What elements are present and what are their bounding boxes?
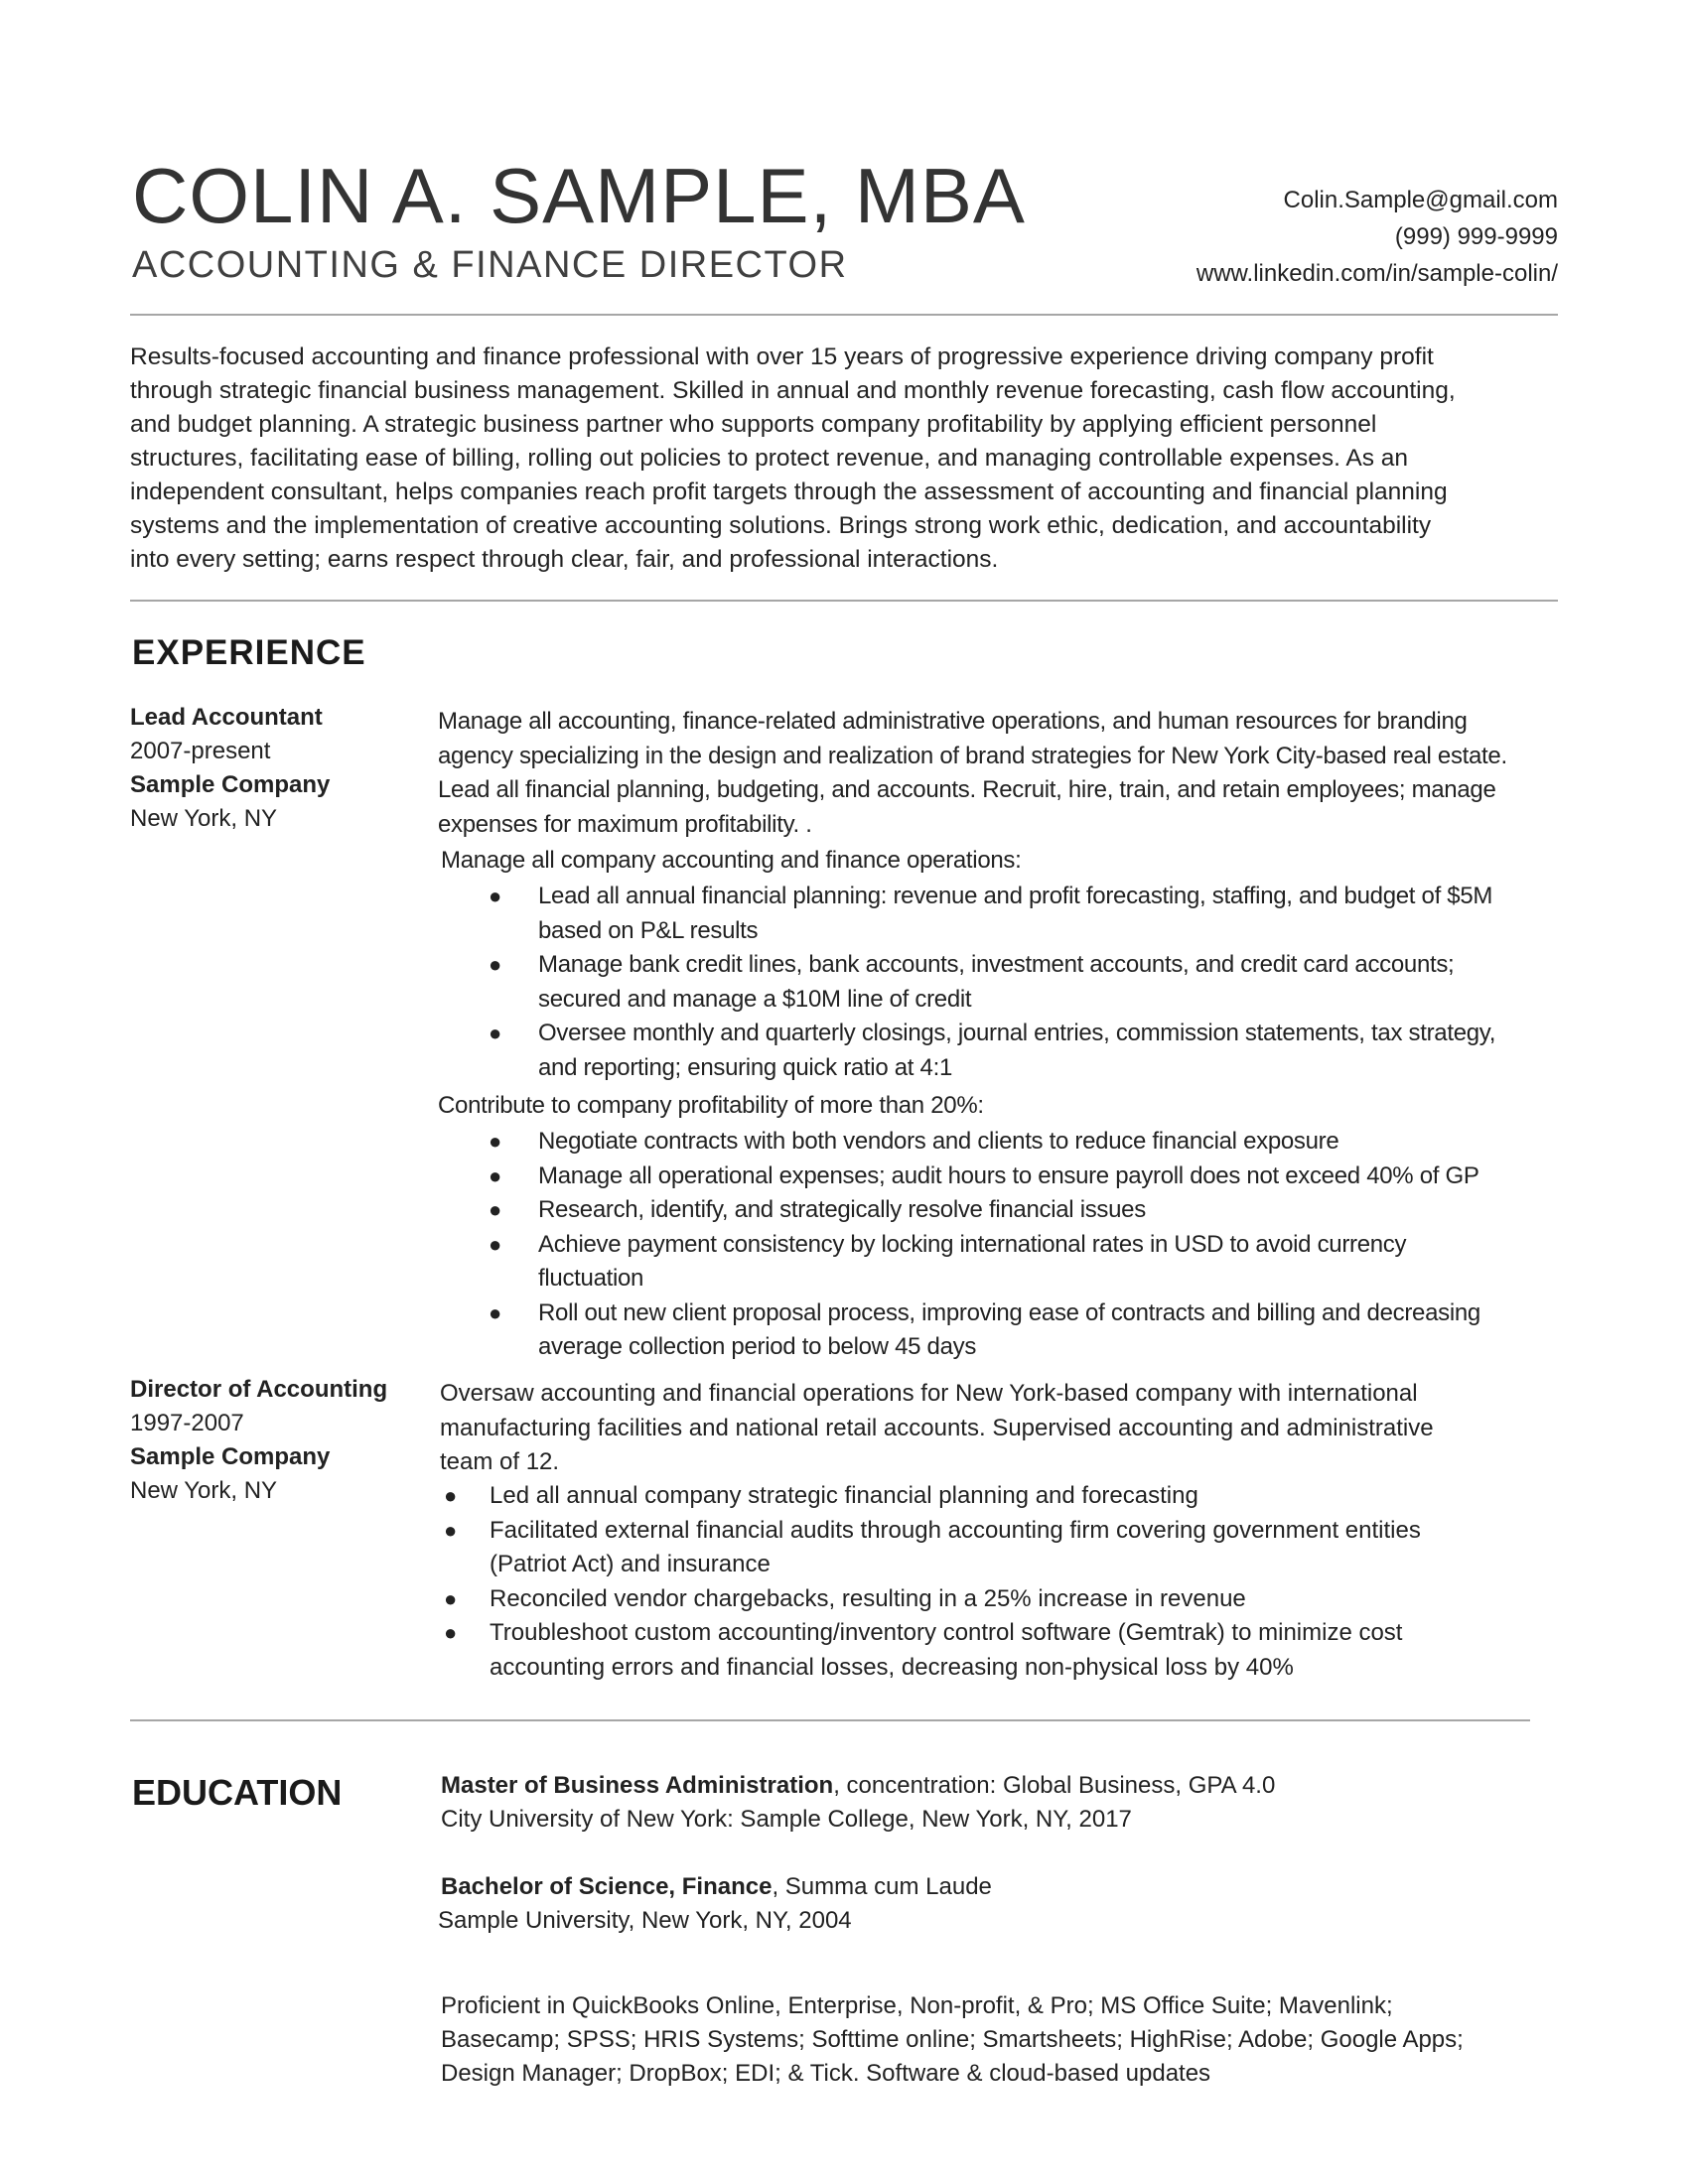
candidate-name: COLIN A. SAMPLE, MBA bbox=[132, 152, 1026, 239]
job-description bbox=[440, 1377, 1552, 1480]
bullet-line: Oversee monthly and quarterly closings, journal entries, commission statements, tax strategy, bbox=[538, 1020, 1496, 1046]
bullet-line: average collection period to below 45 days bbox=[538, 1333, 977, 1360]
bullet-icon: ● bbox=[489, 1231, 501, 1257]
divider-summary bbox=[130, 600, 1558, 602]
bullet-icon: ● bbox=[489, 952, 501, 977]
skills-line: Basecamp; SPSS; HRIS Systems; Softtime online; Smartsheets; HighRise; Adobe; Google Apps; bbox=[441, 2026, 1464, 2053]
bullet-line: based on P&L results bbox=[538, 916, 759, 944]
bullet-icon: ● bbox=[489, 1129, 501, 1154]
bullet-line: Roll out new client proposal process, improving ease of contracts and billing and decreasing bbox=[538, 1298, 1480, 1326]
bullet-list bbox=[489, 880, 1551, 1085]
bullet-icon: ● bbox=[489, 884, 501, 908]
summary-line: systems and the implementation of creative accounting solutions. Brings strong work ethic, dedication, and accountability bbox=[130, 512, 1432, 539]
desc-line: Lead all financial planning, budgeting, and accounts. Recruit, hire, train, and retain employees; manage bbox=[438, 776, 1496, 803]
job-company: Sample Company bbox=[130, 1443, 331, 1470]
degree-name: Bachelor of Science, Finance bbox=[441, 1873, 773, 1900]
bullet-line: Facilitated external financial audits through accounting firm covering government entities bbox=[490, 1516, 1421, 1544]
bullet-group-heading: Manage all company accounting and finance operations: bbox=[441, 847, 1022, 874]
job-meta bbox=[130, 1373, 418, 1508]
bullet-line: secured and manage a $10M line of credit bbox=[538, 985, 972, 1013]
contact-block bbox=[1196, 182, 1558, 292]
education-heading: EDUCATION bbox=[132, 1772, 343, 1813]
bullet-icon: ● bbox=[489, 1299, 501, 1325]
desc-line: Oversaw accounting and financial operations for New York-based company with international bbox=[440, 1380, 1418, 1407]
job-role: Lead Accountant bbox=[130, 704, 323, 731]
list-item bbox=[489, 1193, 1531, 1228]
list-item bbox=[444, 1514, 1542, 1582]
desc-line: team of 12. bbox=[440, 1448, 560, 1475]
summary-line: into every setting; earns respect through clear, fair, and professional interactions. bbox=[130, 546, 999, 573]
degree-entry bbox=[441, 1769, 1275, 1837]
contact-phone: (999) 999-9999 bbox=[1394, 223, 1558, 250]
bullet-line: and reporting; ensuring quick ratio at 4:1 bbox=[538, 1053, 952, 1081]
divider-experience bbox=[130, 1719, 1530, 1721]
bullet-line: fluctuation bbox=[538, 1265, 644, 1292]
job-description bbox=[438, 705, 1560, 842]
bullet-line: (Patriot Act) and insurance bbox=[490, 1551, 771, 1577]
degree-entry bbox=[438, 1870, 992, 1938]
bullet-line: Reconciled vendor chargebacks, resulting in a 25% increase in revenue bbox=[490, 1584, 1246, 1612]
bullet-icon: ● bbox=[489, 1021, 501, 1045]
job-dates: 2007-present bbox=[130, 738, 271, 764]
bullet-line: Troubleshoot custom accounting/inventory control software (Gemtrak) to minimize cost bbox=[490, 1619, 1403, 1646]
job-location: New York, NY bbox=[130, 805, 278, 832]
summary-line: independent consultant, helps companies reach profit targets through the assessment of accounting and financial planning bbox=[130, 478, 1448, 505]
list-item bbox=[489, 1160, 1531, 1194]
job-dates: 1997-2007 bbox=[130, 1410, 244, 1436]
bullet-line: Research, identify, and strategically resolve financial issues bbox=[538, 1196, 1146, 1223]
bullet-line: Achieve payment consistency by locking international rates in USD to avoid currency bbox=[538, 1230, 1407, 1258]
skills-line: Design Manager; DropBox; EDI; & Tick. Software & cloud-based updates bbox=[441, 2060, 1211, 2087]
bullet-list bbox=[489, 1125, 1531, 1365]
bullet-list bbox=[444, 1479, 1542, 1685]
list-item bbox=[444, 1616, 1542, 1685]
list-item bbox=[489, 1125, 1531, 1160]
list-item bbox=[444, 1479, 1542, 1514]
divider-header bbox=[130, 314, 1558, 316]
bullet-line: Negotiate contracts with both vendors and clients to reduce financial exposure bbox=[538, 1128, 1339, 1155]
degree-detail: , concentration: Global Business, GPA 4.0 bbox=[833, 1772, 1276, 1799]
list-item bbox=[489, 1017, 1551, 1085]
job-location: New York, NY bbox=[130, 1477, 278, 1504]
bullet-icon: ● bbox=[444, 1620, 458, 1645]
skills-block bbox=[441, 1989, 1464, 2091]
summary-line: Results-focused accounting and finance professional with over 15 years of progressive experience driving company profit bbox=[130, 343, 1434, 370]
contact-email[interactable]: Colin.Sample@gmail.com bbox=[1283, 187, 1558, 213]
bullet-icon: ● bbox=[444, 1585, 458, 1611]
list-item bbox=[489, 1297, 1531, 1365]
job-company: Sample Company bbox=[130, 771, 331, 798]
bullet-group-heading: Contribute to company profitability of more than 20%: bbox=[438, 1092, 984, 1119]
degree-detail: , Summa cum Laude bbox=[772, 1873, 992, 1900]
list-item bbox=[489, 1228, 1531, 1297]
desc-line: expenses for maximum profitability. . bbox=[438, 810, 812, 838]
list-item bbox=[489, 880, 1551, 948]
bullet-line: accounting errors and financial losses, decreasing non-physical loss by 40% bbox=[490, 1653, 1294, 1681]
degree-school: Sample University, New York, NY, 2004 bbox=[438, 1907, 852, 1934]
skills-line: Proficient in QuickBooks Online, Enterprise, Non-profit, & Pro; MS Office Suite; Mavenlink; bbox=[441, 1992, 1393, 2019]
bullet-line: Lead all annual financial planning: revenue and profit forecasting, staffing, and budget of $5M bbox=[538, 883, 1493, 909]
bullet-icon: ● bbox=[489, 1162, 501, 1188]
bullet-line: Manage all operational expenses; audit hours to ensure payroll does not exceed 40% of GP bbox=[538, 1161, 1479, 1189]
bullet-icon: ● bbox=[489, 1197, 501, 1222]
bullet-icon: ● bbox=[444, 1517, 458, 1543]
list-item bbox=[489, 948, 1551, 1017]
list-item bbox=[444, 1582, 1542, 1617]
job-meta bbox=[130, 701, 418, 836]
summary bbox=[130, 341, 1560, 577]
degree-title bbox=[441, 1769, 1275, 1803]
degree-name: Master of Business Administration bbox=[441, 1772, 834, 1799]
contact-linkedin[interactable]: www.linkedin.com/in/sample-colin/ bbox=[1196, 260, 1558, 287]
bullet-line: Led all annual company strategic financial planning and forecasting bbox=[490, 1482, 1198, 1509]
summary-line: through strategic financial business management. Skilled in annual and monthly revenue forecasting, cash flow accounting, bbox=[130, 377, 1456, 404]
degree-school: City University of New York: Sample College, New York, NY, 2017 bbox=[441, 1806, 1132, 1833]
experience-heading: EXPERIENCE bbox=[132, 633, 366, 672]
bullet-line: Manage bank credit lines, bank accounts, investment accounts, and credit card accounts; bbox=[538, 951, 1455, 978]
summary-line: and budget planning. A strategic business partner who supports company profitability by applying efficient personnel bbox=[130, 411, 1377, 438]
summary-line: structures, facilitating ease of billing, rolling out policies to protect revenue, and managing controllable expenses. As an bbox=[130, 445, 1409, 472]
candidate-title: ACCOUNTING & FINANCE DIRECTOR bbox=[132, 244, 848, 286]
desc-line: agency specializing in the design and realization of brand strategies for New York City-based real estate. bbox=[438, 742, 1507, 769]
bullet-icon: ● bbox=[444, 1483, 458, 1508]
desc-line: Manage all accounting, finance-related administrative operations, and human resources for branding bbox=[438, 708, 1468, 735]
job-role: Director of Accounting bbox=[130, 1376, 388, 1403]
desc-line: manufacturing facilities and national retail accounts. Supervised accounting and administrative bbox=[440, 1414, 1434, 1441]
degree-title bbox=[441, 1870, 992, 1904]
